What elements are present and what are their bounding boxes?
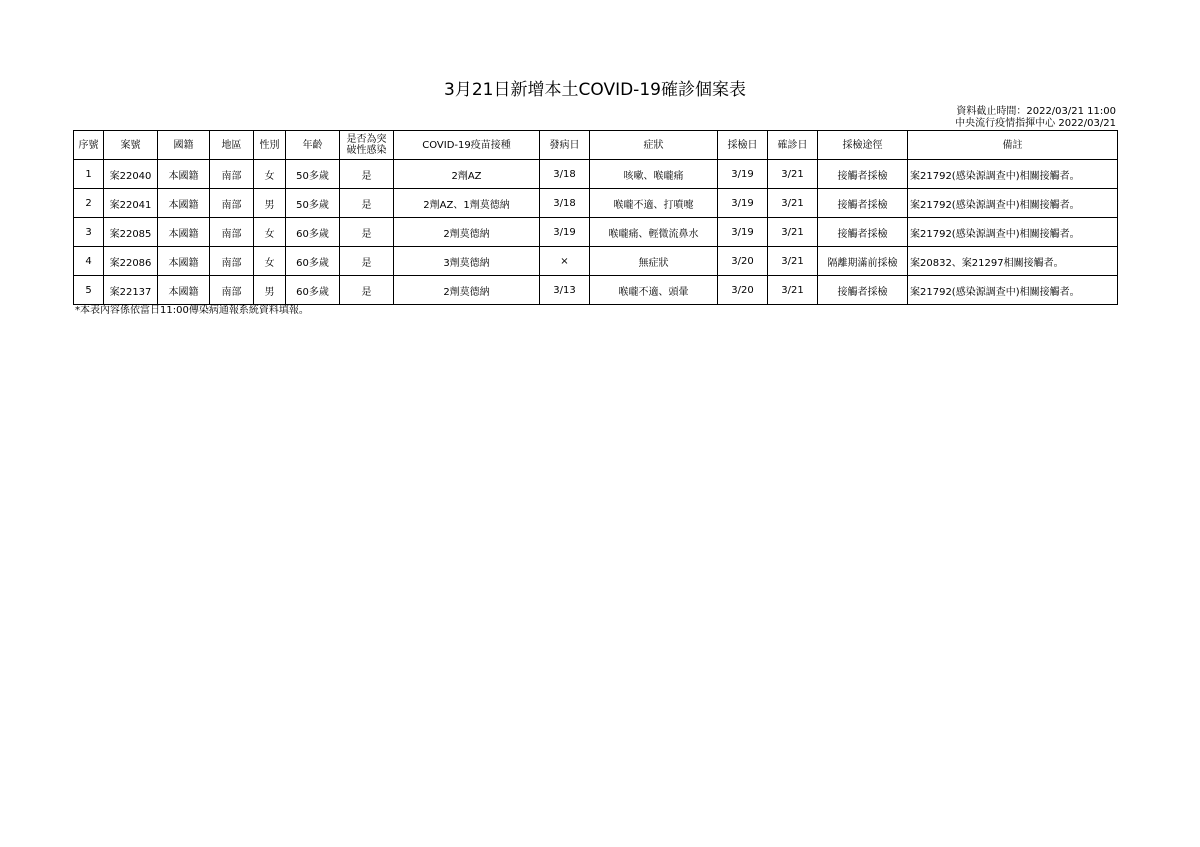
cell-breakthrough: 是 xyxy=(340,247,394,276)
cell-symptoms: 咳嗽、喉嚨痛 xyxy=(590,160,718,189)
cell-onset: 3/18 xyxy=(540,160,590,189)
cell-onset: 3/19 xyxy=(540,218,590,247)
cell-age: 50多歲 xyxy=(286,189,340,218)
cell-age: 60多歲 xyxy=(286,218,340,247)
cell-seq: 5 xyxy=(74,276,104,305)
cell-confirm-date: 3/21 xyxy=(768,276,818,305)
report-meta xyxy=(955,106,1116,130)
report-source: 中央流行疫情指揮中心 2022/03/21 xyxy=(955,118,1116,129)
cell-notes: 案21792(感染源調查中)相關接觸者。 xyxy=(908,189,1118,218)
cell-seq: 3 xyxy=(74,218,104,247)
cell-seq: 2 xyxy=(74,189,104,218)
cell-symptoms: 無症狀 xyxy=(590,247,718,276)
cell-breakthrough: 是 xyxy=(340,218,394,247)
header-case-no: 案號 xyxy=(104,131,158,160)
cell-confirm-date: 3/21 xyxy=(768,160,818,189)
header-sex: 性別 xyxy=(254,131,286,160)
cell-case-no: 案22041 xyxy=(104,189,158,218)
cell-breakthrough: 是 xyxy=(340,160,394,189)
cell-sex: 男 xyxy=(254,276,286,305)
header-breakthrough: 是否為突破性感染 xyxy=(340,131,394,160)
page-title: 3月21日新增本土COVID-19確診個案表 xyxy=(444,80,746,100)
cell-vaccine: 2劑AZ xyxy=(394,160,540,189)
cell-case-no: 案22137 xyxy=(104,276,158,305)
case-table xyxy=(73,130,1118,305)
cell-age: 60多歲 xyxy=(286,247,340,276)
cell-vaccine: 2劑AZ、1劑莫德納 xyxy=(394,189,540,218)
cell-test-route: 接觸者採檢 xyxy=(818,189,908,218)
cell-onset: 3/13 xyxy=(540,276,590,305)
cell-sex: 女 xyxy=(254,160,286,189)
table-row xyxy=(74,247,1118,276)
cell-region: 南部 xyxy=(210,218,254,247)
header-symptoms: 症狀 xyxy=(590,131,718,160)
cell-test-route: 接觸者採檢 xyxy=(818,276,908,305)
cell-sex: 女 xyxy=(254,247,286,276)
header-onset: 發病日 xyxy=(540,131,590,160)
header-test-date: 採檢日 xyxy=(718,131,768,160)
cell-symptoms: 喉嚨不適、頭暈 xyxy=(590,276,718,305)
cell-onset: 3/18 xyxy=(540,189,590,218)
table-row xyxy=(74,218,1118,247)
cell-sex: 男 xyxy=(254,189,286,218)
data-cutoff-time: 資料截止時間：2022/03/21 11:00 xyxy=(956,106,1116,117)
cell-nationality: 本國籍 xyxy=(158,160,210,189)
cell-notes: 案20832、案21297相關接觸者。 xyxy=(908,247,1118,276)
cell-notes: 案21792(感染源調查中)相關接觸者。 xyxy=(908,218,1118,247)
header-region: 地區 xyxy=(210,131,254,160)
table-row xyxy=(74,189,1118,218)
cell-test-date: 3/19 xyxy=(718,160,768,189)
cell-notes: 案21792(感染源調查中)相關接觸者。 xyxy=(908,160,1118,189)
cell-vaccine: 2劑莫德納 xyxy=(394,218,540,247)
cell-case-no: 案22085 xyxy=(104,218,158,247)
cell-seq: 1 xyxy=(74,160,104,189)
cell-age: 50多歲 xyxy=(286,160,340,189)
cell-nationality: 本國籍 xyxy=(158,218,210,247)
header-test-route: 採檢途徑 xyxy=(818,131,908,160)
cell-region: 南部 xyxy=(210,189,254,218)
cell-test-date: 3/20 xyxy=(718,276,768,305)
cell-case-no: 案22086 xyxy=(104,247,158,276)
table-body xyxy=(74,160,1118,305)
cell-confirm-date: 3/21 xyxy=(768,189,818,218)
cell-region: 南部 xyxy=(210,276,254,305)
cell-notes: 案21792(感染源調查中)相關接觸者。 xyxy=(908,276,1118,305)
cell-test-date: 3/20 xyxy=(718,247,768,276)
header-notes: 備註 xyxy=(908,131,1118,160)
cell-test-date: 3/19 xyxy=(718,218,768,247)
cell-breakthrough: 是 xyxy=(340,276,394,305)
header-seq: 序號 xyxy=(74,131,104,160)
cell-test-route: 隔離期滿前採檢 xyxy=(818,247,908,276)
cell-confirm-date: 3/21 xyxy=(768,247,818,276)
cell-seq: 4 xyxy=(74,247,104,276)
cell-test-route: 接觸者採檢 xyxy=(818,218,908,247)
table-header xyxy=(74,131,1118,160)
cell-nationality: 本國籍 xyxy=(158,276,210,305)
footnote: *本表內容係依當日11:00傳染病通報系統資料填報。 xyxy=(75,305,309,316)
header-nationality: 國籍 xyxy=(158,131,210,160)
cell-test-date: 3/19 xyxy=(718,189,768,218)
cell-vaccine: 2劑莫德納 xyxy=(394,276,540,305)
table-row xyxy=(74,160,1118,189)
cell-region: 南部 xyxy=(210,160,254,189)
header-age: 年齡 xyxy=(286,131,340,160)
cell-confirm-date: 3/21 xyxy=(768,218,818,247)
cell-sex: 女 xyxy=(254,218,286,247)
cell-test-route: 接觸者採檢 xyxy=(818,160,908,189)
cell-nationality: 本國籍 xyxy=(158,189,210,218)
cell-onset: × xyxy=(540,247,590,276)
cell-case-no: 案22040 xyxy=(104,160,158,189)
cell-symptoms: 喉嚨痛、輕微流鼻水 xyxy=(590,218,718,247)
cell-vaccine: 3劑莫德納 xyxy=(394,247,540,276)
header-vaccine: COVID-19疫苗接種 xyxy=(394,131,540,160)
cell-nationality: 本國籍 xyxy=(158,247,210,276)
cell-region: 南部 xyxy=(210,247,254,276)
header-confirm-date: 確診日 xyxy=(768,131,818,160)
cell-symptoms: 喉嚨不適、打噴嚏 xyxy=(590,189,718,218)
cell-breakthrough: 是 xyxy=(340,189,394,218)
table-row xyxy=(74,276,1118,305)
cell-age: 60多歲 xyxy=(286,276,340,305)
